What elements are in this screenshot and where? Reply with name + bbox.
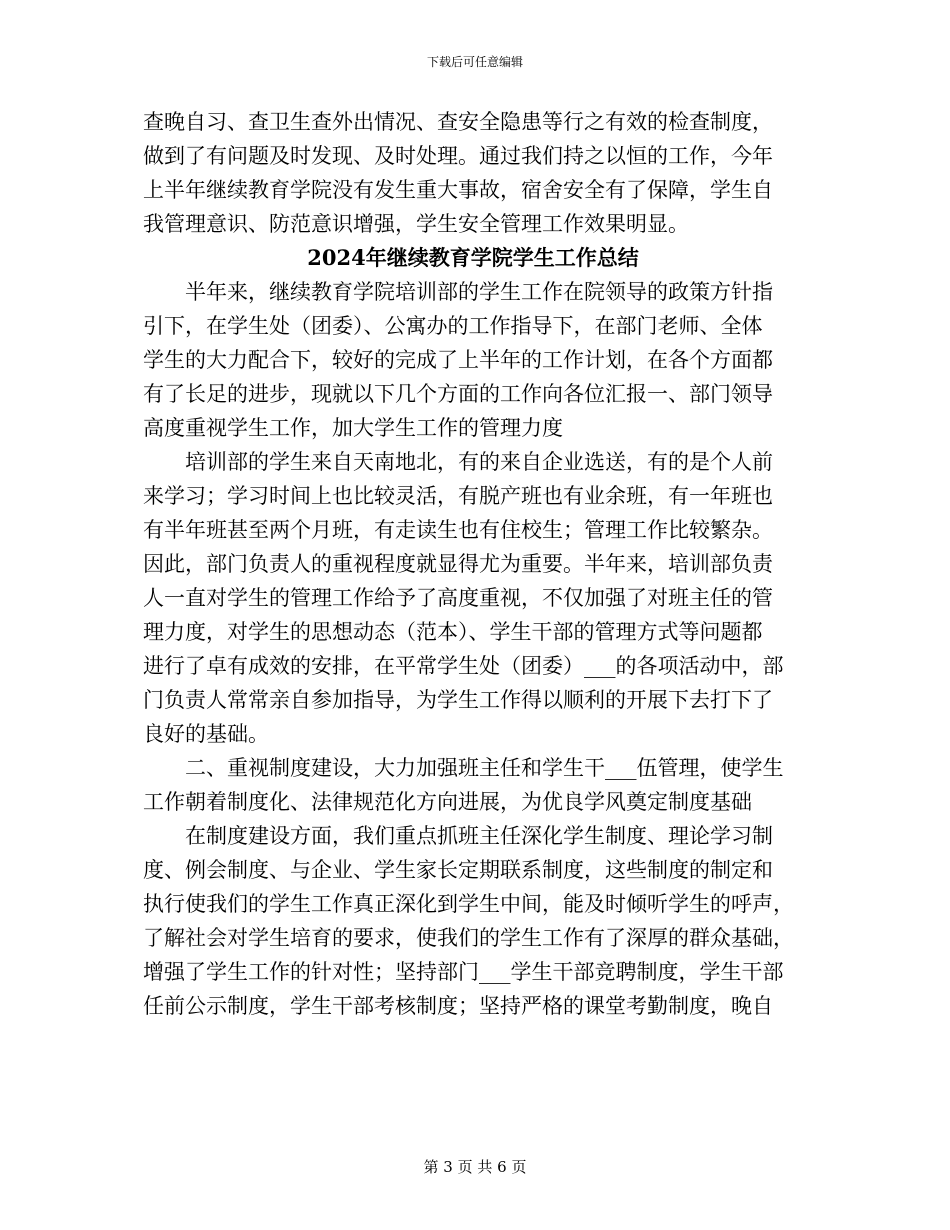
text-line: 高度重视学生工作，加大学生工作的管理力度 bbox=[143, 416, 563, 440]
text-line: 引下，在学生处（团委）、公寓办的工作指导下，在部门老师、全体 bbox=[143, 314, 763, 338]
page-header: 下载后可任意编辑 bbox=[426, 55, 523, 69]
text-line: 增强了学生工作的针对性；坚持部门___学生干部竞聘制度，学生干部 bbox=[143, 960, 784, 984]
text-line: 培训部的学生来自天南地北，有的来自企业选送，有的是个人前 bbox=[143, 450, 773, 474]
text-line: 上半年继续教育学院没有发生重大事故，宿舍安全有了保障，学生自 bbox=[143, 178, 773, 202]
text-line: 我管理意识、防范意识增强，学生安全管理工作效果明显。 bbox=[143, 212, 689, 236]
text-line: 半年来，继续教育学院培训部的学生工作在院领导的政策方针指 bbox=[143, 280, 773, 304]
document-body bbox=[143, 105, 803, 1023]
text-line: 人一直对学生的管理工作给予了高度重视，不仅加强了对班主任的管 bbox=[143, 586, 773, 610]
text-line: 门负责人常常亲自参加指导，为学生工作得以顺利的开展下去打下了 bbox=[143, 688, 773, 712]
text-line: 理力度，对学生的思想动态（范本）、学生干部的管理方式等问题都 bbox=[143, 620, 763, 644]
text-line: 学生的大力配合下，较好的完成了上半年的工作计划，在各个方面都 bbox=[143, 348, 773, 372]
text-line: 执行使我们的学生工作真正深化到学生中间，能及时倾听学生的呼声， bbox=[143, 892, 794, 916]
text-line: 查晚自习、查卫生查外出情况、查安全隐患等行之有效的检查制度， bbox=[143, 110, 773, 134]
text-line: 做到了有问题及时发现、及时处理。通过我们持之以恒的工作，今年 bbox=[143, 144, 773, 168]
text-line: 工作朝着制度化、法律规范化方向进展，为优良学风奠定制度基础 bbox=[143, 790, 752, 814]
text-line: 进行了卓有成效的安排，在平常学生处（团委）___的各项活动中，部 bbox=[143, 654, 784, 678]
text-line: 良好的基础。 bbox=[143, 722, 269, 746]
text-line: 因此，部门负责人的重视程度就显得尤为重要。半年来，培训部负责 bbox=[143, 552, 773, 576]
text-line: 在制度建设方面，我们重点抓班主任深化学生制度、理论学习制 bbox=[143, 824, 773, 848]
section-title: 2024年继续教育学院学生工作总结 bbox=[307, 245, 639, 270]
text-line: 度、例会制度、与企业、学生家长定期联系制度，这些制度的制定和 bbox=[143, 858, 773, 882]
text-line: 二、重视制度建设，大力加强班主任和学生干___伍管理，使学生 bbox=[143, 756, 784, 780]
text-line: 了解社会对学生培育的要求，使我们的学生工作有了深厚的群众基础， bbox=[143, 926, 794, 950]
text-line: 有半年班甚至两个月班，有走读生也有住校生；管理工作比较繁杂。 bbox=[143, 518, 773, 542]
text-line: 任前公示制度，学生干部考核制度；坚持严格的课堂考勤制度，晚自 bbox=[143, 994, 773, 1018]
text-line: 来学习；学习时间上也比较灵活，有脱产班也有业余班，有一年班也 bbox=[143, 484, 773, 508]
text-line: 有了长足的进步，现就以下几个方面的工作向各位汇报一、部门领导 bbox=[143, 382, 773, 406]
page-number-footer: 第 3 页 共 6 页 bbox=[423, 1158, 527, 1176]
